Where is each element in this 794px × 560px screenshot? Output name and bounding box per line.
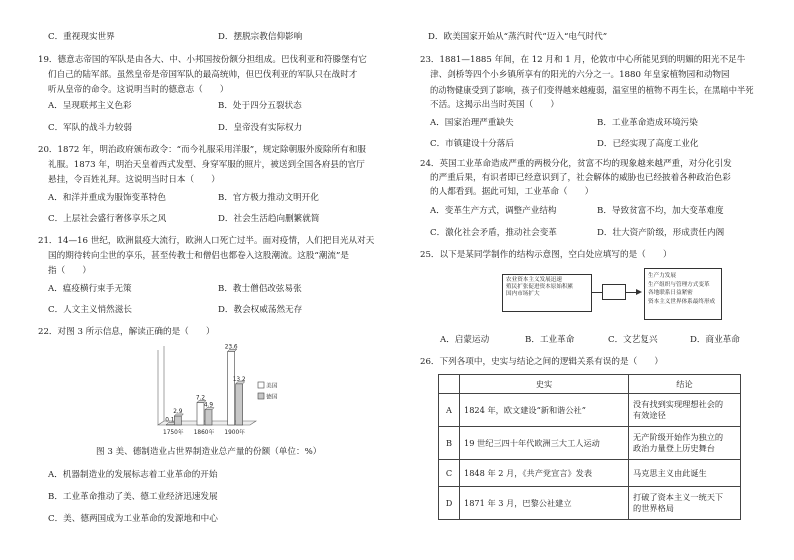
q20-line-2: 礼服。1873 年，明治天皇着西式发型、身穿军服的照片，被送到全国各府县的官厅: [48, 160, 365, 170]
chart-legend-swatch: [258, 393, 264, 399]
q25-line: 25．以下是某同学制作的结构示意图，空白处应填写的是（ ）: [420, 250, 672, 260]
row-label: C: [439, 460, 460, 487]
q18-option-c: C．重视现实世界: [48, 32, 115, 42]
arrow-head: [636, 289, 642, 295]
chart-bar: [205, 410, 212, 425]
conclusion-line: 没有找到实现理想社会的: [633, 399, 724, 409]
chart-x-tick-label: 1860年: [193, 430, 215, 436]
row-conclusion: [629, 487, 741, 520]
q24-line-3: 的人都看到。据此可知，工业革命（ ）: [430, 187, 594, 197]
q19-option-d: D．皇帝没有实际权力: [218, 123, 303, 133]
q19-option-b: B．处于四分五裂状态: [218, 101, 302, 111]
q22-line: 22．对图 3 所示信息，解读正确的是（ ）: [38, 327, 215, 337]
structure-right-box: [644, 268, 722, 320]
chart-legend-swatch: [258, 382, 264, 388]
conclusion-line: 的世界格局: [633, 503, 674, 513]
q21-option-c: C．人文主义悄然滋长: [48, 305, 132, 315]
table-header-fact: 史实: [460, 375, 629, 394]
q25-option-d: D．商业革命: [690, 335, 740, 345]
table-header-row: [439, 375, 741, 394]
chart-bar: [236, 384, 243, 425]
table-header-conclusion: 结论: [629, 375, 741, 394]
right-box-item: 各地联系日益紧密: [648, 290, 693, 297]
q20-line-1: 20．1872 年，明治政府颁布政令：“而今礼服采用洋服”，规定除朝服外废除所有和服: [38, 145, 366, 155]
q20-line-3: 悬挂，令百姓礼拜。这说明当时日本（ ）: [48, 175, 220, 185]
q20-option-c: C．上层社会盛行奢侈享乐之风: [48, 214, 167, 224]
chart-data-label: 2.9: [173, 408, 183, 415]
q24-option-d: D．壮大资产阶级，形成责任内阁: [597, 228, 725, 238]
q21-line-3: 指（ ）: [48, 266, 91, 276]
right-box-item: 资本主义世界体系最终形成: [648, 298, 716, 305]
chart-bar: [174, 416, 181, 425]
conclusion-line: 马克思主义由此诞生: [633, 467, 707, 478]
q20-option-d: D．社会生活趋向删繁就简: [218, 214, 320, 224]
q23-line-4: 不活。这揭示出当时英国（ ）: [430, 100, 559, 110]
facts-conclusions-table: [438, 374, 741, 520]
chart-data-label: 4.9: [203, 402, 214, 409]
chart-data-label: 7.2: [195, 395, 206, 402]
chart-x-tick-label: 1750年: [163, 430, 184, 436]
row-label: A: [439, 394, 460, 427]
row-fact: 1871 年 3 月，巴黎公社建立: [460, 487, 629, 520]
row-fact: 1824 年，欧文建设“新和谐公社”: [460, 394, 629, 427]
row-conclusion: [629, 427, 741, 460]
table-row: [439, 427, 741, 460]
row-label: B: [439, 427, 460, 460]
table-header-blank: [439, 375, 460, 394]
left-box-item: 国内市场扩大: [506, 291, 540, 297]
q23-line-2: 津、剑桥等四个小乡镇所享有的阳光的六分之一。1880 年皇家植物园和动物园: [430, 70, 730, 80]
row-fact: 1848 年 2 月，《共产党宣言》发表: [460, 460, 629, 487]
q26-line: 26．下列各项中，史实与结论之间的逻辑关系有误的是（ ）: [420, 357, 663, 367]
q23-option-a: A．国家治理严重缺失: [430, 118, 514, 128]
chart-legend-label: 美国: [266, 383, 278, 390]
q22-option-a: A．机器制造业的发展标志着工业革命的开始: [48, 470, 218, 480]
manufacturing-share-bar-chart: [140, 340, 290, 440]
q21-line-1: 21．14—16 世纪，欧洲鼠疫大流行，欧洲人口死亡过半。面对疫情，人们把目光从对天: [38, 236, 375, 246]
q25-option-a: A．启蒙运动: [440, 335, 490, 345]
chart-data-label: 0.1: [165, 417, 175, 424]
row-conclusion: [629, 460, 741, 487]
q24-line-2: 的严重后果，有识者即已经意识到了，社会解体的威胁也已经披着各种政治色彩: [430, 173, 731, 183]
left-box-item: 殖民扩张促进资本原始积累: [506, 284, 574, 290]
q25-option-c: C．文艺复兴: [608, 335, 658, 345]
q21-option-a: A．瘟疫横行束手无策: [48, 284, 132, 294]
conclusion-line: 有效途径: [633, 410, 666, 420]
conclusion-line: 政治力量登上历史舞台: [633, 443, 715, 453]
q23-line-3: 的动物健康受到了影响，孩子们变得越来越瘦弱，温室里的植物不再生长，在黑暗中半死: [430, 85, 754, 95]
q19-line-3: 听从皇帝的命令。这说明当时的德意志（ ）: [48, 85, 229, 95]
q24-option-c: C．激化社会矛盾，推动社会变革: [430, 228, 557, 238]
q18-option-d: D．摆脱宗教信仰影响: [218, 32, 303, 42]
blank-box: [602, 284, 626, 300]
q24-option-b: B．导致贫富不均，加大变革难度: [597, 206, 724, 216]
q19-option-c: C．军队的战斗力较弱: [48, 123, 132, 133]
table-row: [439, 487, 741, 520]
row-conclusion: [629, 394, 741, 427]
chart-data-label: 13.2: [232, 376, 246, 383]
chart-data-label: 23.6: [224, 344, 238, 351]
left-box-item: 农业资本主义发展迅速: [506, 277, 562, 283]
q21-option-d: D．教会权威荡然无存: [218, 305, 303, 315]
q19-option-a: A．呈现联邦主义色彩: [48, 101, 132, 111]
q22-option-c: C．美、德两国成为工业革命的发源地和中心: [48, 514, 218, 524]
q20-option-a: A．和洋并重成为服饰变革特色: [48, 193, 166, 203]
right-box-item: 生产组织与管理方式变革: [648, 281, 710, 288]
q20-option-b: B．官方极力推动文明开化: [218, 193, 319, 203]
q23-option-d: D．已经实现了高度工业化: [597, 139, 699, 149]
q23-option-b: B．工业革命造成环境污染: [597, 118, 698, 128]
table-row: [439, 394, 741, 427]
q23-line-1: 23．1881—1885 年间，在 12 月和 1 月，伦敦市中心所能见到的明媚的阳光不足牛: [420, 55, 746, 65]
table-row: [439, 460, 741, 487]
q18-option-d-cont: D．欧美国家开始从“蒸汽时代”迈入“电气时代”: [428, 32, 608, 42]
q22-option-b: B．工业革命推动了美、德工业经济迅速发展: [48, 492, 218, 502]
q23-option-c: C．市镇建设十分落后: [430, 139, 514, 149]
q25-option-b: B．工业革命: [525, 335, 575, 345]
chart-legend-label: 德国: [266, 394, 278, 401]
q24-line-1: 24．英国工业革命造成严重的两极分化，贫富不均的现象越来越严重，对分化引发: [420, 159, 732, 169]
chart-x-tick-label: 1900年: [224, 430, 245, 436]
row-fact: 19 世纪三四十年代欧洲三大工人运动: [460, 427, 629, 460]
blank-connector: [592, 292, 602, 293]
chart-bar: [228, 351, 235, 425]
conclusion-line: 打破了资本主义一统天下: [633, 492, 724, 502]
structure-left-box: [502, 274, 592, 312]
q21-line-2: 国的期待转向尘世的享乐，甚至传教士和僧侣也都卷入这股潮流。这股“潮流”是: [48, 251, 349, 261]
conclusion-line: 无产阶级开始作为独立的: [633, 432, 724, 442]
right-box-item: 生产力发展: [648, 273, 676, 279]
q24-option-a: A．变革生产方式，调整产业结构: [430, 206, 557, 216]
q19-line-1: 19．德意志帝国的军队是由各大、中、小邦国按份额分担组成。巴伐利亚和符滕堡有它: [38, 55, 367, 65]
q21-option-b: B．教士僧侣改弦易张: [218, 284, 302, 294]
figure-3-caption: 图 3 美、德制造业占世界制造业总产量的份额（单位：%）: [96, 447, 322, 457]
row-label: D: [439, 487, 460, 520]
q19-line-2: 们自己的陆军部。虽然皇帝是帝国军队的最高统帅，但巴伐利亚的军队只在战时才: [48, 70, 358, 80]
